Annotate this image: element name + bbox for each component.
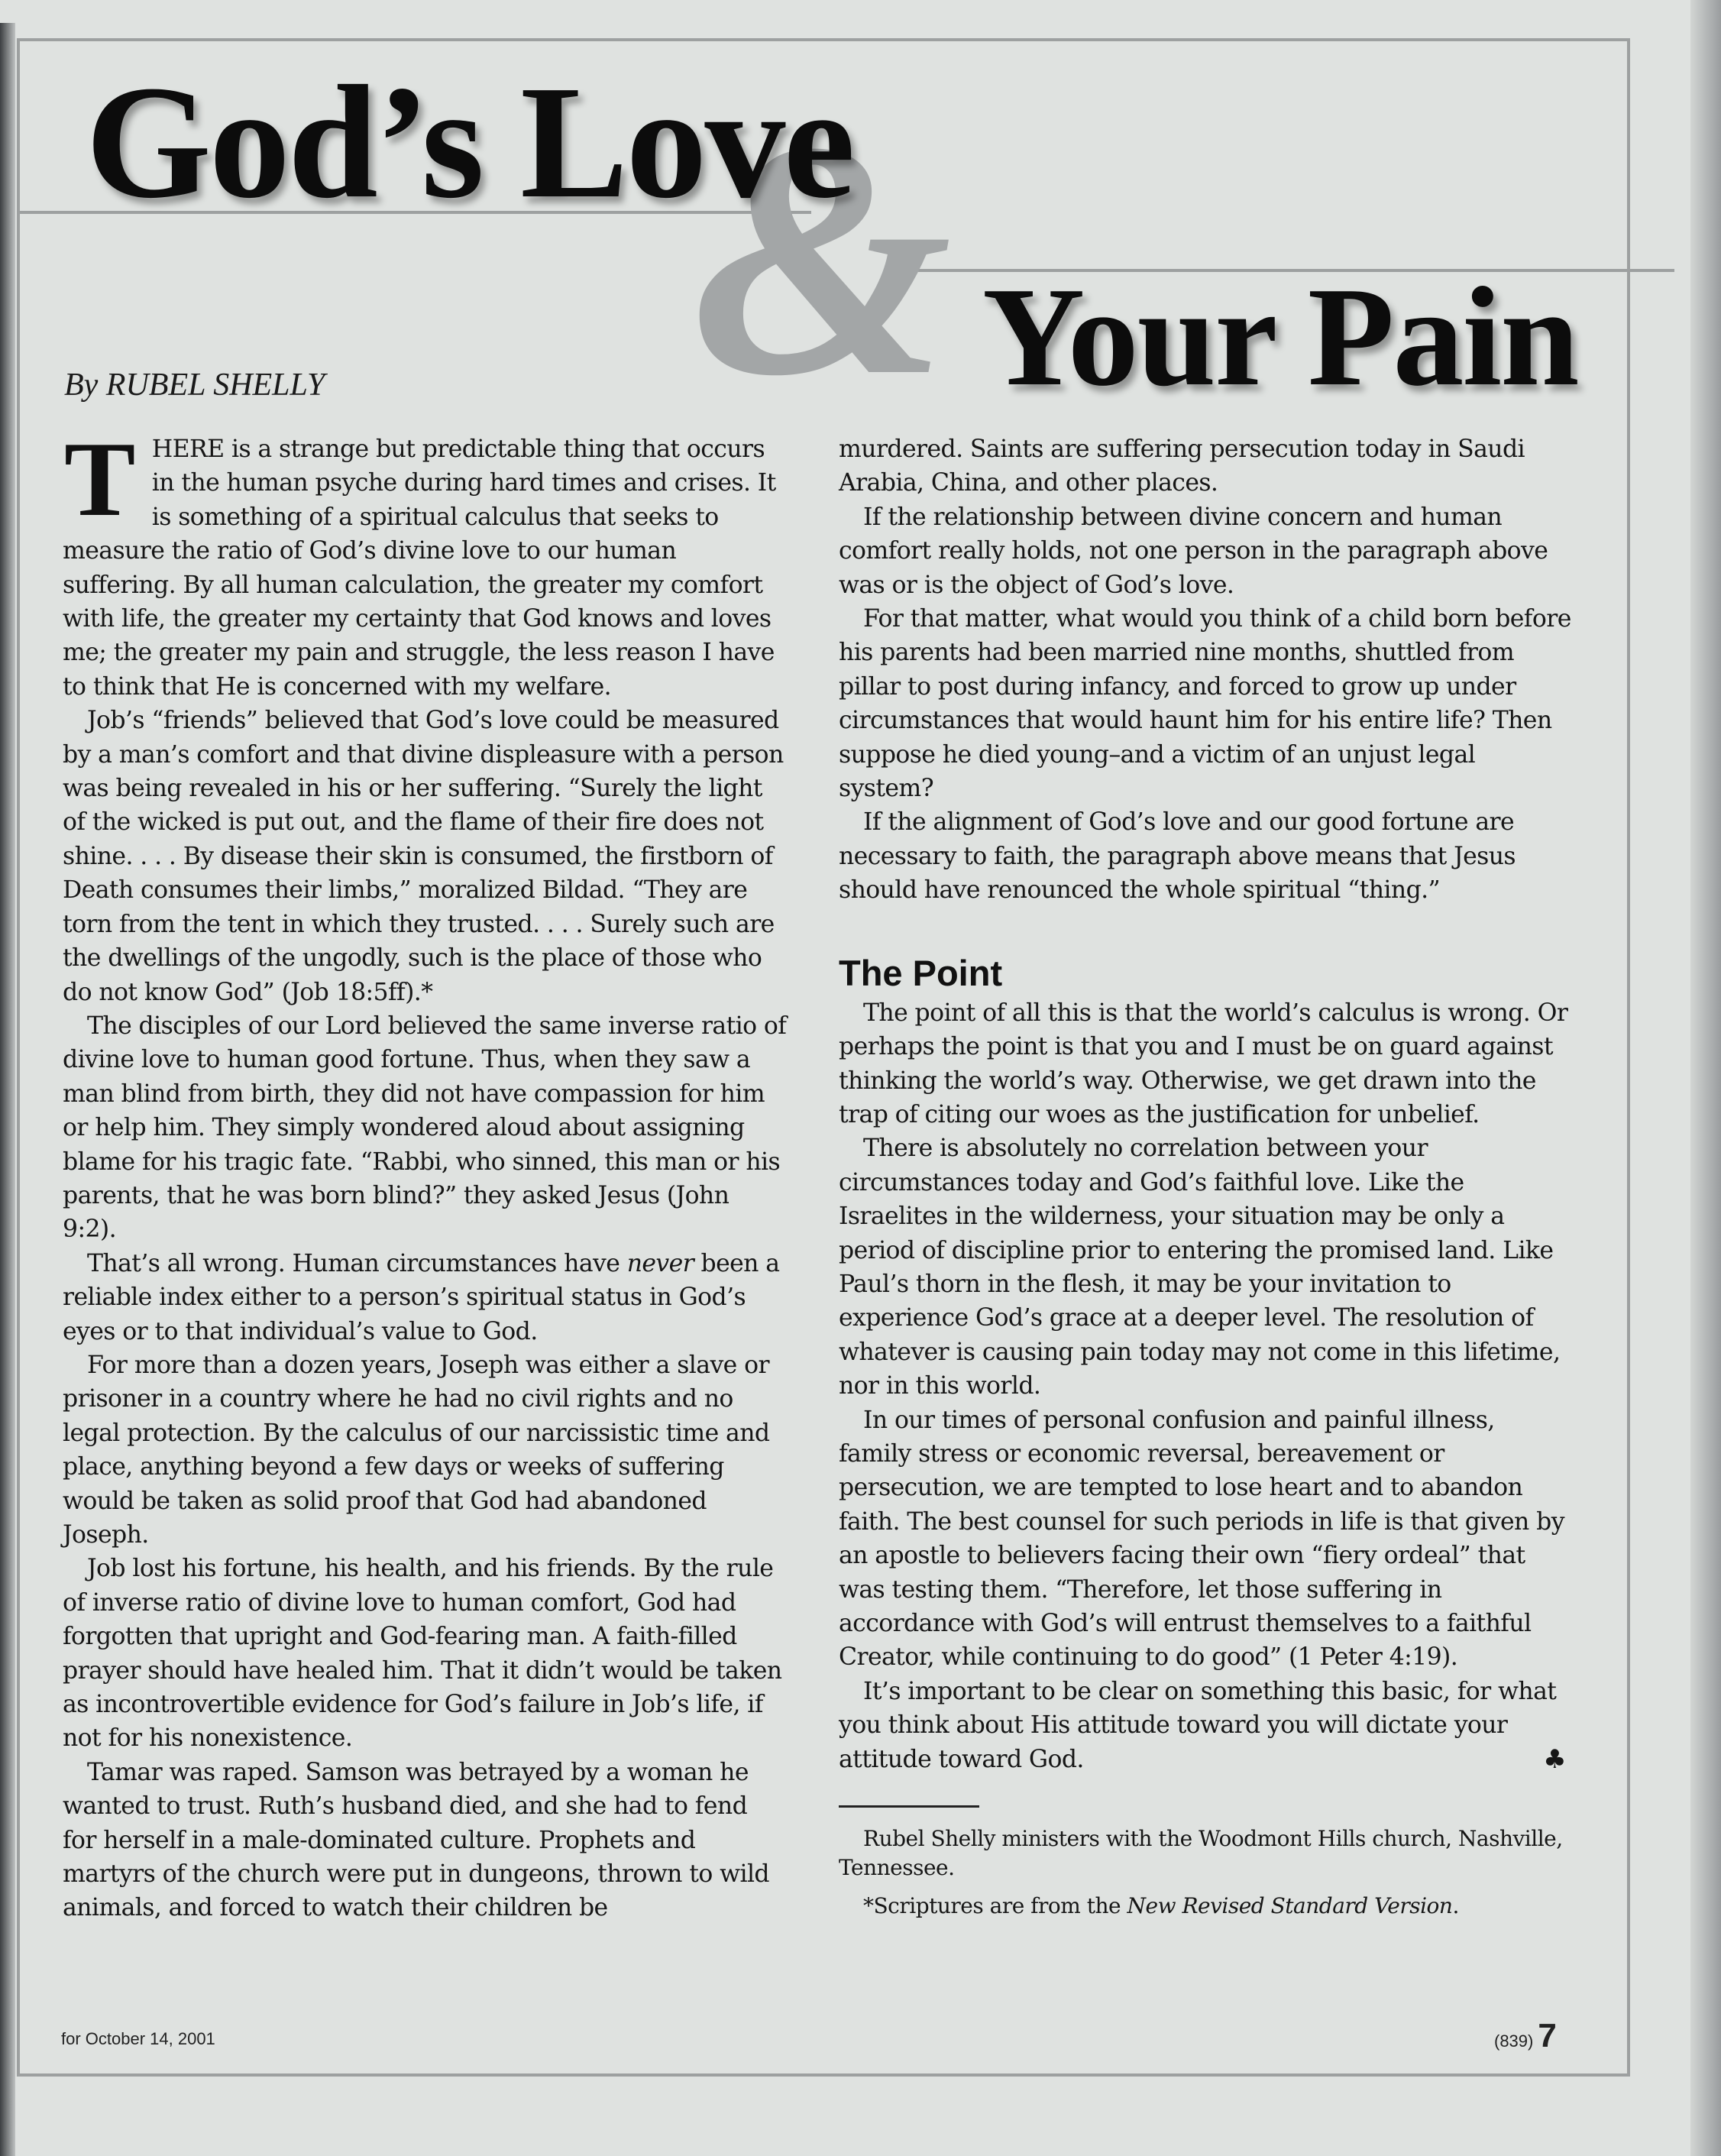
issue-number: (839) — [1494, 2031, 1534, 2051]
page-binding-shadow — [0, 23, 15, 2156]
paragraph-text: been a reliable index either to a person’s spiritual status in God’s eyes or to that individual’s value to God. — [63, 1249, 780, 1345]
paragraph: For more than a dozen years, Joseph was either a slave or prisoner in a country where he had no civil rights and no legal protection. By the calculus of our narcissistic time and place, anything beyond a few days or weeks of suffering would be taken as solid proof that God had abandoned Joseph. — [63, 1351, 770, 1549]
paragraph: murdered. Saints are suffering persecution today in Saudi Arabia, China, and other places. — [839, 435, 1525, 497]
page-number: 7 — [1538, 2017, 1557, 2054]
footnote-rule — [839, 1805, 979, 1808]
note-text: . — [1452, 1893, 1459, 1919]
right-column — [839, 432, 1572, 1921]
paragraph: Tamar was raped. Samson was betrayed by a woman he wanted to trust. Ruth’s husband died, and she had to fend for herself in a male-dominated culture. Prophets and martyrs of the church were put in dungeons, thrown to wild animals, and forced to watch their children be — [63, 1758, 769, 1922]
scripture-note — [839, 1892, 1572, 1921]
end-mark-icon: ♣ — [1543, 1743, 1566, 1775]
paragraph — [63, 420, 787, 704]
paragraph — [839, 1675, 1572, 1776]
note-text: *Scriptures are from the — [863, 1893, 1127, 1919]
paragraph: If the relationship between divine concern and human comfort really holds, not one person in the paragraph above was or is the object of God’s love. — [839, 503, 1548, 599]
paragraph: The disciples of our Lord believed the same inverse ratio of divine love to human good fortune. Thus, when they saw a man blind from birth, they did not have compassion for him or help him. They simply wondered aloud about assigning blame for his tragic fate. “Rabbi, who sinned, this man or his parents, that he was born blind?” they asked Jesus (John 9:2). — [63, 1012, 787, 1244]
paragraph-text: HERE is a strange but predictable thing that occurs in the human psyche during hard times and crises. It is something of a spiritual calculus that seeks to measure the ratio of God’s divine love to our human suffering. By all human calculation, the greater my comfort with life, the greater my certainty that God knows and loves me; the greater my pain and struggle, the less reason I have to think that He is concerned with my welfare. — [63, 435, 776, 701]
page-edge — [1690, 0, 1721, 2156]
paragraph: The point of all this is that the world’s calculus is wrong. Or perhaps the point is that you and I must be on guard against thinking the world’s way. Otherwise, we get drawn into the trap of citing our woes as the justification for unbelief. — [839, 999, 1568, 1128]
paragraph: Job’s “friends” believed that God’s love could be measured by a man’s comfort and that divine displeasure with a person was being revealed in his or her suffering. “Surely the light of the wicked is put out, and the flame of their fire does not shine. . . . By disease their skin is consumed, the firstborn of Death consumes their limbs,” moralized Bildad. “They are torn from the tent in which they trusted. . . . Surely such are the dwellings of the ungodly, such is the place of those who do not know God” (Job 18:5ff).* — [63, 707, 784, 1006]
title-line-1: God’s Love — [86, 52, 853, 231]
paragraph: If the alignment of God’s love and our good fortune are necessary to faith, the paragraph above means that Jesus should have renounced the whole spiritual “thing.” — [839, 808, 1516, 905]
emphasis: never — [626, 1249, 694, 1277]
footer-date: for October 14, 2001 — [61, 2029, 215, 2048]
section-heading: The Point — [839, 952, 1003, 993]
paragraph: There is absolutely no correlation between your circumstances today and God’s faithful love. Like the Israelites in the wilderness, your situation may be only a period of discipline prior to entering the promised land. Like Paul’s thorn in the flesh, it may be your invitation to experience God’s grace at a deeper level. The resolution of whatever is causing pain today may not come in this lifetime, nor in this world. — [839, 1135, 1561, 1400]
drop-cap: T — [64, 420, 135, 539]
title-ampersand: & — [691, 73, 953, 445]
footer-page — [1494, 2017, 1557, 2055]
paragraph-text: That’s all wrong. Human circumstances have — [87, 1249, 627, 1277]
byline: By RUBEL SHELLY — [64, 367, 325, 403]
paragraph: In our times of personal confusion and painful illness, family stress or economic reversal, bereavement or persecution, we are tempted to lose heart and to abandon faith. The best counsel for such periods in life is that given by an apostle to believers facing their own “fiery ordeal” that was testing them. “Therefore, let those suffering in accordance with God’s will entrust themselves to a faithful Creator, while continuing to do good” (1 Peter 4:19). — [839, 1406, 1564, 1672]
paragraph: For that matter, what would you think of a child born before his parents had been married nine months, shuttled from pillar to post during infancy, and forced to grow up under circumstances that would haunt him for his entire life? Then suppose he died young–and a victim of an unjust legal system? — [839, 605, 1571, 803]
paragraph: Job lost his fortune, his health, and his friends. By the rule of inverse ratio of divine love to human comfort, God had forgotten that upright and God-fearing man. A faith-filled prayer should have healed him. That it didn’t would be taken as incontrovertible evidence for God’s failure in Job’s life, if not for his nonexistence. — [63, 1555, 782, 1753]
author-bio: Rubel Shelly ministers with the Woodmont Hills church, Nashville, Tennessee. — [839, 1826, 1563, 1881]
paragraph — [63, 1247, 787, 1348]
left-column — [63, 420, 787, 1925]
note-emphasis: New Revised Standard Version — [1127, 1893, 1453, 1919]
title-line-2: Your Pain — [982, 258, 1578, 416]
paragraph-text: It’s important to be clear on something this basic, for what you think about His attitude toward you will dictate your attitude toward God. — [839, 1677, 1557, 1773]
